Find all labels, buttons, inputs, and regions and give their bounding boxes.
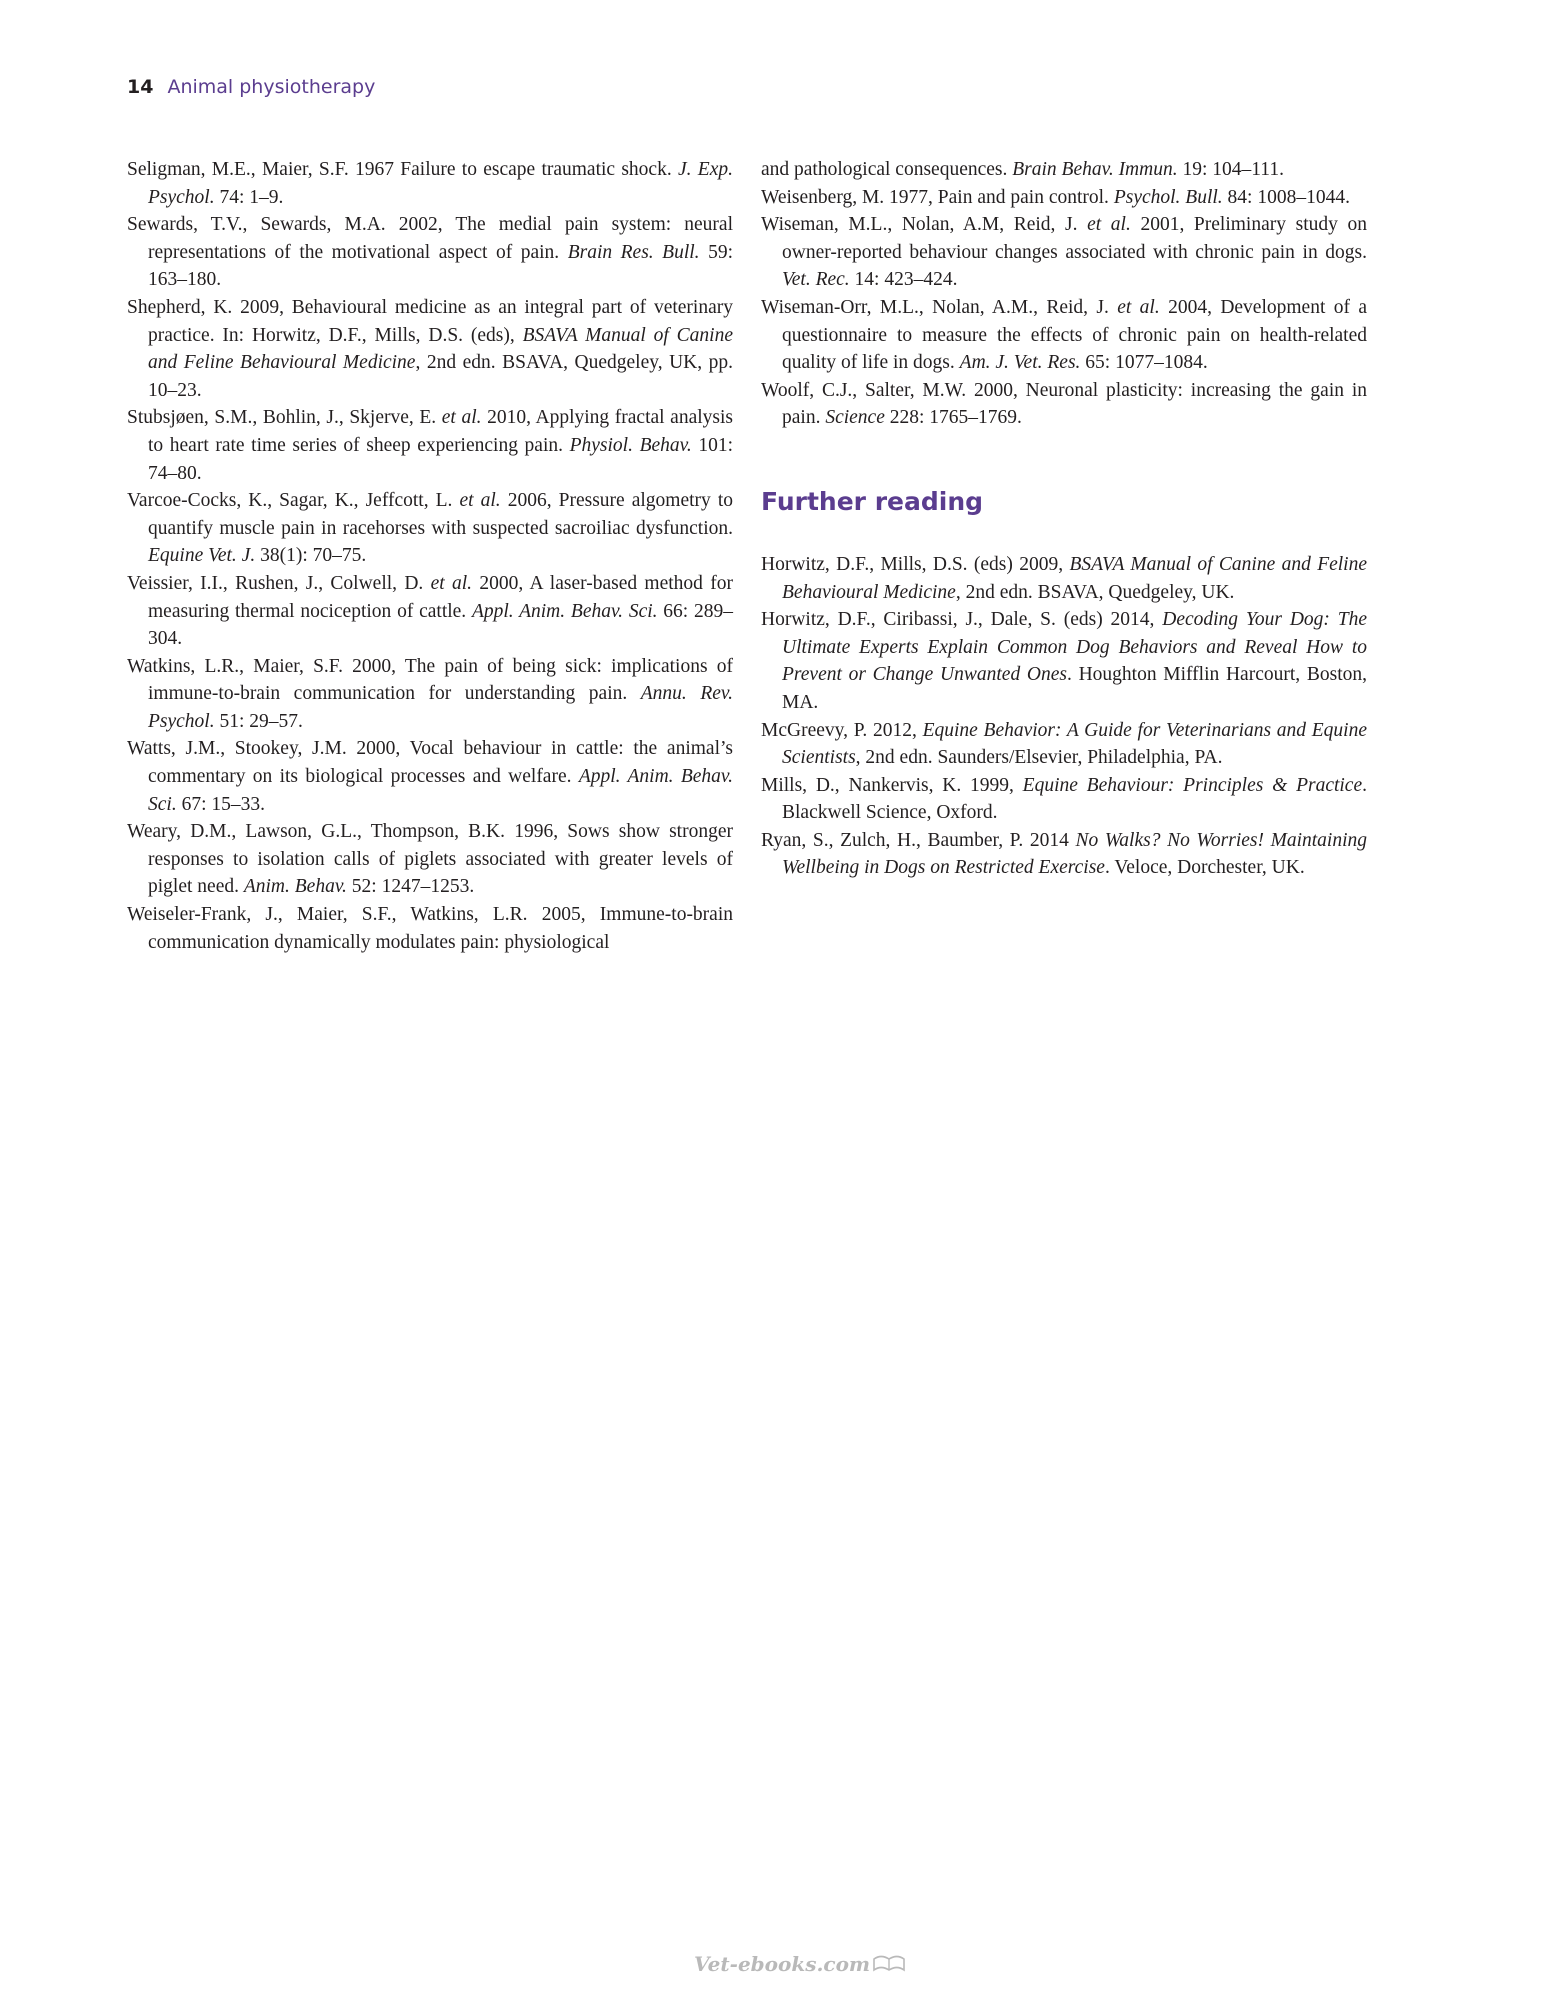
further-reading-entry — [761, 827, 1367, 882]
citation-text: 101: 74–80. — [148, 434, 734, 484]
reference-entry — [127, 404, 733, 487]
citation-text: Watts, J.M., Stookey, J.M. 2000, Vocal behaviour in cattle: the animal’s commentary on its biological processes and welfare. — [127, 738, 733, 788]
reference-entry — [127, 735, 733, 818]
citation-italic: Science — [825, 407, 885, 429]
citation-text: Woolf, C.J., Salter, M.W. 2000, Neuronal plasticity: increasing the gain in pain. — [761, 379, 1367, 429]
citation-italic: BSAVA Manual of Canine and Feline Behavioural Medicine — [148, 324, 733, 374]
further-reading-list — [761, 551, 1367, 882]
citation-text: Seligman, M.E., Maier, S.F. 1967 Failure to escape traumatic shock. — [127, 159, 678, 180]
reference-entry — [127, 570, 733, 653]
running-title: Animal physiotherapy — [167, 76, 376, 98]
citation-italic: J. Exp. Psychol. — [148, 159, 733, 208]
citation-italic: Equine Vet. J. — [148, 545, 256, 567]
reference-entry — [761, 156, 1367, 184]
citation-text: 14: 423–424. — [849, 269, 958, 291]
watermark-text: Vet-ebooks.com — [694, 1952, 871, 1976]
citation-text: Watkins, L.R., Maier, S.F. 2000, The pain of being sick: implications of immune-to-brain communication for understanding pain. — [127, 655, 733, 705]
citation-italic: Am. J. Vet. Res. — [959, 352, 1081, 374]
citation-text: Horwitz, D.F., Ciribassi, J., Dale, S. (eds) 2014, — [761, 609, 1163, 631]
reference-entry — [761, 294, 1367, 377]
citation-italic: Equine Behaviour: Principles & Practice — [1022, 774, 1363, 796]
citation-text: 2001, Preliminary study on owner-reported behaviour changes associated with chronic pain in dogs. — [782, 214, 1367, 263]
citation-italic: et al. — [1117, 296, 1160, 318]
citation-text: Ryan, S., Zulch, H., Baumber, P. 2014 — [761, 829, 1076, 851]
citation-text: . Houghton Mifflin Harcourt, Boston, MA. — [782, 664, 1367, 713]
page-number: 14 — [127, 76, 154, 98]
citation-text: Stubsjøen, S.M., Bohlin, J., Skjerve, E. — [127, 407, 442, 429]
reference-entry — [127, 294, 733, 404]
further-reading-entry — [761, 772, 1367, 827]
watermark — [694, 1952, 906, 1976]
citation-italic: Equine Behavior: A Guide for Veterinarians and Equine Scientists — [782, 719, 1367, 769]
citation-text: Weiseler-Frank, J., Maier, S.F., Watkins, L.R. 2005, Immune-to-brain communication dynamically modulates pain: physiological — [127, 904, 733, 953]
citation-italic: Vet. Rec. — [782, 269, 850, 291]
citation-text: 2010, Applying fractal analysis to heart rate time series of sheep experiencing pain. — [148, 407, 733, 456]
citation-text: , 2nd edn. BSAVA, Quedgeley, UK, pp. 10–23. — [148, 352, 733, 401]
citation-italic: Appl. Anim. Behav. Sci. — [148, 766, 733, 815]
citation-italic: Psychol. Bull. — [1113, 186, 1223, 208]
citation-text: , 2nd edn. BSAVA, Quedgeley, UK. — [955, 581, 1235, 603]
citation-text: Mills, D., Nankervis, K. 1999, — [761, 774, 1023, 796]
citation-text: Weisenberg, M. 1977, Pain and pain control. — [761, 186, 1114, 208]
citation-text: McGreevy, P. 2012, — [761, 719, 923, 741]
citation-text: . Blackwell Science, Oxford. — [782, 774, 1367, 824]
citation-text: Veissier, I.I., Rushen, J., Colwell, D. — [127, 572, 431, 594]
citation-italic: Appl. Anim. Behav. Sci. — [471, 600, 658, 622]
reference-entry — [127, 653, 733, 736]
citation-italic: et al. — [1087, 214, 1131, 236]
citation-text: Sewards, T.V., Sewards, M.A. 2002, The medial pain system: neural representations of the motivational aspect of pain. — [127, 214, 733, 263]
reference-entry — [761, 211, 1367, 294]
further-reading-entry — [761, 717, 1367, 772]
reference-entry — [127, 901, 733, 956]
citation-text: 2000, A laser-based method for measuring thermal nociception of cattle. — [148, 572, 733, 622]
citation-italic: Annu. Rev. Psychol. — [148, 683, 733, 732]
citation-italic: Brain Res. Bull. — [567, 241, 700, 263]
references-column-right — [761, 156, 1367, 882]
further-reading-entry — [761, 606, 1367, 716]
citation-text: 59: 163–180. — [148, 241, 733, 291]
citation-italic: et al. — [459, 490, 501, 512]
citation-text: and pathological consequences. — [761, 159, 1013, 180]
references-column-left — [127, 156, 733, 956]
citation-italic: et al. — [441, 407, 482, 429]
reference-entry — [127, 211, 733, 294]
citation-text: 2006, Pressure algometry to quantify muscle pain in racehorses with suspected sacroiliac dysfunction. — [148, 490, 733, 539]
reference-entry — [127, 487, 733, 570]
book-icon — [872, 1954, 906, 1974]
citation-text: 67: 15–33. — [176, 793, 265, 815]
citation-text: Varcoe-Cocks, K., Sagar, K., Jeffcott, L. — [127, 490, 460, 512]
citation-italic: et al. — [430, 572, 473, 594]
citation-text: 52: 1247–1253. — [346, 876, 475, 898]
citation-italic: Physiol. Behav. — [569, 434, 692, 456]
reference-entry — [761, 184, 1367, 212]
further-reading-heading: Further reading — [761, 486, 984, 516]
further-reading-entry — [761, 551, 1367, 606]
citation-text: 51: 29–57. — [214, 710, 303, 732]
reference-entry — [761, 377, 1367, 432]
citation-text: Shepherd, K. 2009, Behavioural medicine as an integral part of veterinary practice. In: Horwitz, D.F., Mills, D.S. (eds), — [127, 296, 733, 346]
citation-text: 74: 1–9. — [214, 186, 284, 208]
citation-text: 65: 1077–1084. — [1080, 352, 1208, 374]
citation-italic: Decoding Your Dog: The Ultimate Experts Explain Common Dog Behaviors and Reveal How to Prevent or Change Unwanted Ones — [782, 609, 1368, 686]
citation-text: 84: 1008–1044. — [1222, 186, 1350, 208]
citation-text: 19: 104–111. — [1177, 159, 1284, 180]
running-header — [127, 74, 375, 100]
citation-text: , 2nd edn. Saunders/Elsevier, Philadelphia, PA. — [855, 747, 1223, 769]
reference-entry — [127, 156, 733, 211]
citation-italic: No Walks? No Worries! Maintaining Wellbeing in Dogs on Restricted Exercise — [782, 829, 1367, 879]
citation-text: 2004, Development of a questionnaire to measure the effects of chronic pain on health-related quality of life in dogs. — [782, 296, 1367, 374]
citation-text: 66: 289–304. — [148, 600, 733, 650]
citation-text: 38(1): 70–75. — [255, 545, 367, 567]
citation-italic: Anim. Behav. — [243, 876, 347, 898]
citation-italic: BSAVA Manual of Canine and Feline Behavioural Medicine — [782, 553, 1368, 603]
citation-italic: Brain Behav. Immun. — [1012, 159, 1178, 180]
citation-text: 228: 1765–1769. — [884, 407, 1022, 429]
citation-text: Wiseman-Orr, M.L., Nolan, A.M., Reid, J. — [761, 296, 1118, 318]
citation-text: Horwitz, D.F., Mills, D.S. (eds) 2009, — [761, 553, 1070, 575]
references-list-continued — [761, 156, 1367, 432]
citation-text: . Veloce, Dorchester, UK. — [1104, 857, 1305, 879]
citation-text: Weary, D.M., Lawson, G.L., Thompson, B.K. 1996, Sows show stronger responses to isolation calls of piglets associated with greater levels of piglet need. — [127, 821, 733, 898]
reference-entry — [127, 818, 733, 901]
citation-text: Wiseman, M.L., Nolan, A.M, Reid, J. — [761, 214, 1088, 236]
